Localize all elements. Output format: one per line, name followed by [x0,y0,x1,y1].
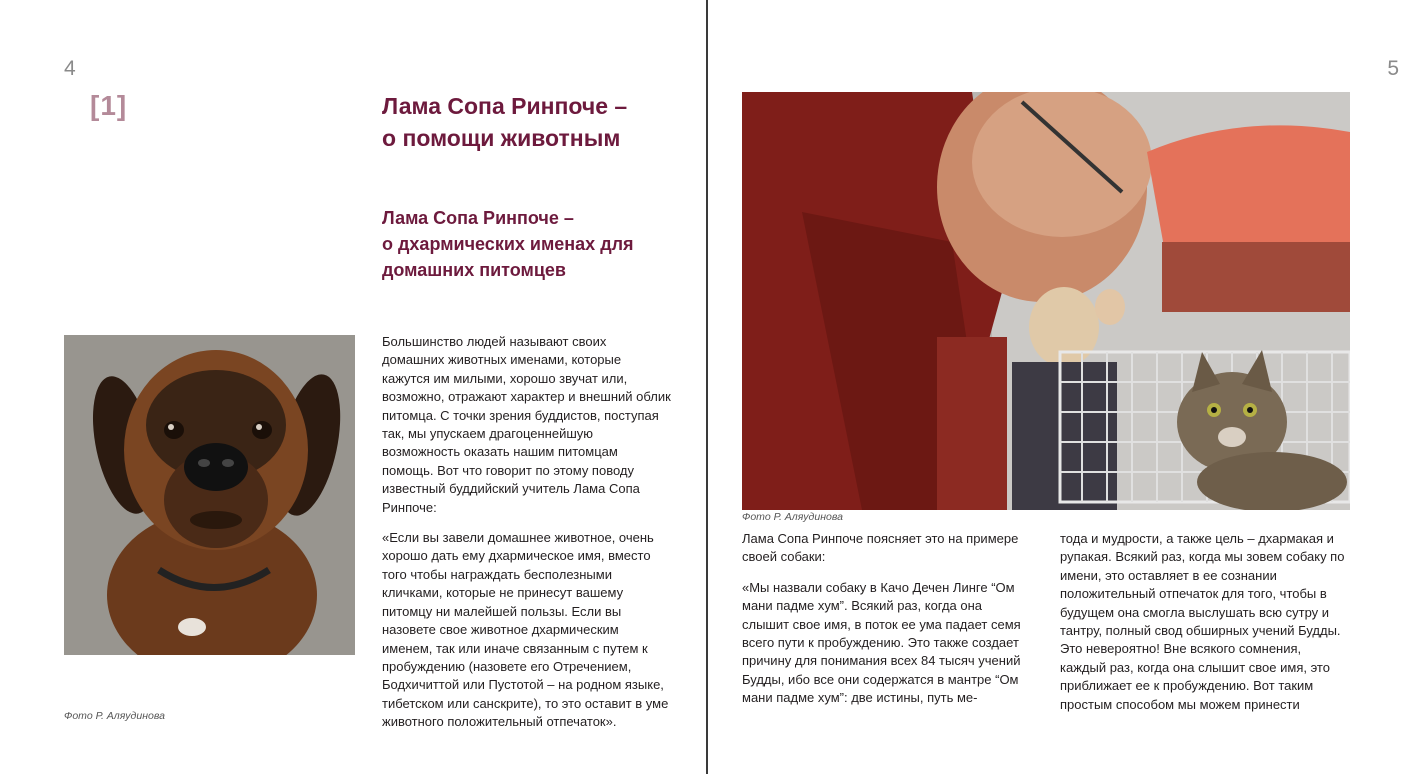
subtitle-line-2: о дхармических именах для [382,234,634,254]
lama-cat-photo [742,92,1350,510]
note-marker: [1] [90,90,128,121]
right-column-2 [1060,530,1350,726]
right-column-1 [742,530,1032,720]
title-line-2: о помощи животным [382,125,621,151]
left-body-text [382,333,672,744]
intro-paragraph: Большинство людей называют своих домашних животных именами, которые кажутся им милыми, хорошо звучат или, возможно, отражают характер и внешний облик питомца. С точки зрения буддистов, поступая так, мы упускаем драгоценнейшую возможность оказать нашим питомцам помощь. Вот что говорит по этому поводу известный буддийский учитель Лама Сопа Ринпоче: [382,334,671,515]
page-title [382,90,702,154]
subtitle-line-1: Лама Сопа Ринпоче – [382,208,574,228]
photo-caption-right: Фото Р. Аляудинова [742,511,843,523]
title-line-1: Лама Сопа Ринпоче – [382,93,628,119]
lama-cat-illustration [742,92,1350,510]
quote-paragraph-right: «Мы назвали собаку в Качо Дечен Линге “Ом мани падме хум”. Всякий раз, когда она слышит свое имя, в поток ее ума падает семя всего пути к пробуждению. Это также создает причину для понимания всех 84 тысяч учений Будды, ибо все они содержатся в мантре “Ом мани падме хум”: две истины, путь ме- [742,579,1021,706]
subtitle-line-3: домашних питомцев [382,260,566,280]
page-number-left: 4 [64,57,76,80]
page-number-right: 5 [1387,57,1399,80]
photo-caption-left: Фото Р. Аляудинова [64,710,165,722]
quote-paragraph: «Если вы завели домашнее животное, очень хорошо дать ему дхармическое имя, вместо того чтобы награждать бесполезными кличками, которые не принесут вашему питомцу ни малейшей пользы. Если вы назовете свое животное дхармическим именем, так или иначе связанным с путем к пробуждению (назовете его Отречением, Бодхичиттой или Пустотой – на родном языке, тибетском или санскрите), то это оставит в уме животного положительный отпечаток». [382,530,669,730]
left-page [0,0,706,774]
intro-paragraph-right: Лама Сопа Ринпоче поясняет это на примере своей собаки: [742,531,1019,565]
dog-illustration [64,335,355,655]
dog-photo [64,335,355,655]
continuation-paragraph: тода и мудрости, а также цель – дхармакая и рупакая. Всякий раз, когда мы зовем собаку по имени, это оставляет в ее сознании положительный отпечаток для того, чтобы в будущем она смогла выслушать всю сутру и тантру, полный свод обширных учений Будды. Это невероятно! Вне всякого сомнения, каждый раз, когда она слышит свое имя, это приближает ее к пробуждению. Вот таким простым способом мы можем принести [1060,531,1345,712]
section-subtitle [382,205,702,283]
